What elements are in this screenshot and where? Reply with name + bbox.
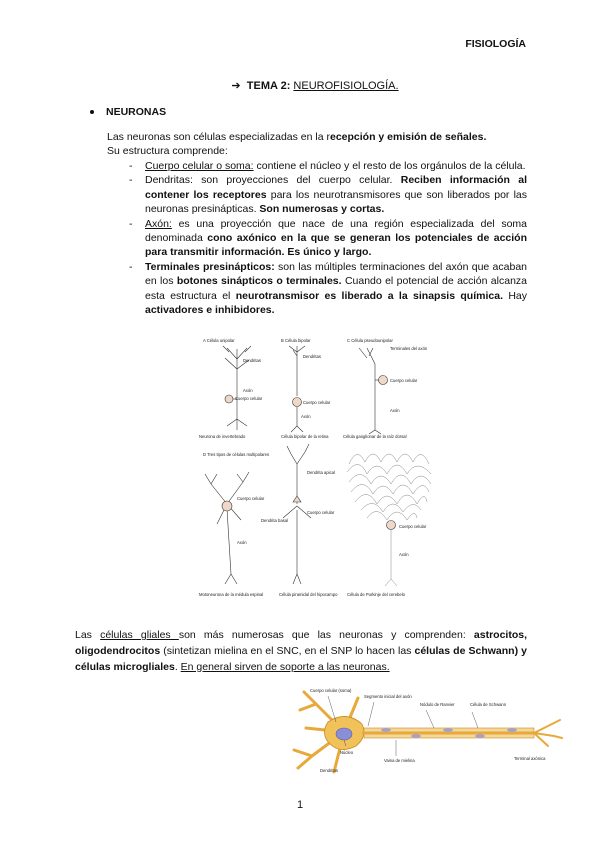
fig-caption-a: Neurona de invertebrado	[199, 434, 246, 439]
fig-label-axon-a: Axón	[243, 388, 253, 393]
section-heading	[90, 106, 166, 118]
fig-caption-c: Célula ganglionar de la raíz dorsal	[343, 434, 407, 439]
intro-paragraph	[107, 130, 527, 159]
page-title	[0, 79, 600, 92]
item-bold: botones sinápticos o terminales.	[176, 275, 342, 288]
item-text: son las múltiples terminaciones del axón que acaban en los	[145, 260, 527, 288]
fig-label-axon-c: Axón	[390, 408, 400, 413]
page-number: 1	[296, 799, 304, 811]
item-text: contiene el núcleo y el resto de los orgánulos de la célula.	[253, 160, 526, 172]
item-bold: cono axónico en la que se generan los potenciales de acción para transmitir información. Es único y largo.	[145, 232, 527, 259]
list-dash: -	[129, 174, 133, 187]
fig-caption-d2: Célula piramidal del hipocampo	[279, 592, 338, 597]
glial-text: Las	[75, 629, 101, 641]
neuron-types-illustration	[197, 334, 438, 608]
glial-text: .	[174, 660, 181, 673]
myelinated-neuron-figure	[276, 684, 565, 781]
fig-label-dendritas-b: Dendritas	[303, 354, 321, 359]
list-dash: -	[129, 260, 133, 273]
fig2-label-nucleo: Núcleo	[340, 750, 354, 755]
item-text: es una proyección que nace de una región especializada del soma denominada	[145, 217, 527, 245]
fig-label-a: A Célula unipolar	[203, 338, 235, 343]
fig-label-cuerpo-b: Cuerpo celular	[303, 400, 331, 405]
item-bold: neurotransmisor es liberado a la sinapsis química.	[235, 289, 503, 302]
fig-label-dendrita-basal: Dendrita basal	[261, 518, 289, 523]
fig2-label-mielina: Vaina de mielina	[384, 758, 415, 763]
list-item-terminales	[107, 260, 527, 318]
fig-label-dendritas-a: Dendritas	[243, 358, 261, 363]
item-bold: Reciben información al contener los receptores	[145, 174, 527, 201]
glial-bold: células de Schwann) y células microgliales	[75, 644, 527, 673]
list-dash: -	[129, 160, 133, 172]
item-text: Hay	[502, 289, 528, 302]
item-text: Dendritas: son proyecciones del cuerpo celular.	[145, 174, 401, 187]
fig-label-terminal-c: Terminales del axón	[390, 346, 428, 351]
section-heading-text: NEURONAS	[106, 106, 167, 118]
fig2-label-dendritas: Dendritas	[320, 768, 338, 773]
fig-label-axon-d3: Axón	[399, 552, 409, 557]
glial-text: (sintetizan mielina en el SNC, en el SNP lo hacen las	[160, 644, 415, 657]
intro-text: Las neuronas son células especializadas en la r	[107, 131, 330, 143]
title-prefix: TEMA 2:	[246, 80, 291, 92]
intro-line2: Su estructura comprende:	[107, 145, 228, 158]
fig-label-axon-b: Axón	[301, 414, 311, 419]
glial-paragraph	[75, 628, 527, 675]
fig-label-b: B Célula bipolar	[281, 338, 311, 343]
header-subject: FISIOLOGÍA	[465, 38, 526, 50]
myelinated-neuron-illustration	[276, 684, 565, 781]
item-bold: activadores e inhibidores.	[145, 304, 275, 317]
item-text: para los neurotransmisores que son liberados por las neuronas presinápticas.	[145, 188, 527, 216]
fig-label-cuerpo-d3: Cuerpo celular	[399, 524, 427, 529]
item-bold: Terminales presinápticos:	[145, 260, 275, 273]
fig2-label-soma: Cuerpo celular (soma)	[310, 688, 352, 693]
glial-text: son más numerosas que las neuronas y comprenden:	[178, 629, 474, 641]
fig2-label-segmento: Segmento inicial del axón	[364, 694, 412, 699]
list-item-soma	[107, 159, 527, 173]
fig-label-d: D Tres tipos de células multipolares	[203, 452, 270, 457]
list-dash: -	[129, 217, 133, 230]
fig-label-cuerpo-c: Cuerpo celular	[390, 378, 418, 383]
intro-bold: ecepción y emisión de señales.	[329, 131, 487, 143]
fig-caption-d3: Célula de Purkinje del cerebelo	[347, 592, 405, 597]
fig2-label-schwann: Célula de Schwann	[470, 702, 507, 707]
fig-label-c: C Célula pseudounipolar	[347, 338, 393, 343]
fig2-label-ranvier: Nódulo de Ranvier	[420, 702, 455, 707]
fig-label-cuerpo-a: Cuerpo celular	[235, 396, 263, 401]
list-item-axon	[107, 217, 527, 260]
item-bold: Son numerosas y cortas.	[259, 203, 385, 216]
fig2-label-terminal: Terminal axónica	[514, 756, 546, 761]
neuron-types-figure	[197, 334, 438, 608]
list-item-dendritas	[107, 173, 527, 216]
fig-label-cuerpo-d1: Cuerpo celular	[237, 496, 265, 501]
fig-label-axon-d1: Axón	[237, 540, 247, 545]
term-soma: Cuerpo celular o soma:	[145, 160, 254, 172]
fig-label-cuerpo-d2: Cuerpo celular	[307, 510, 335, 515]
glial-bold: astrocitos, oligodendrocitos	[75, 629, 527, 657]
bullet-icon	[90, 110, 94, 114]
glial-underline: células gliales	[100, 629, 179, 641]
item-text: Cuando el potencial de acción alcanza esta estructura el	[145, 275, 527, 302]
fig-label-dendrita-apical: Dendrita apical	[307, 470, 335, 475]
arrow-icon: ➔	[231, 80, 241, 92]
structure-list	[107, 159, 527, 317]
glial-underline: En general sirven de soporte a las neuronas.	[180, 660, 390, 673]
fig-caption-d1: Motoneurona de la médula espinal	[199, 592, 264, 597]
term-axon: Axón:	[145, 217, 172, 230]
fig-caption-b: Célula bipolar de la retina	[281, 434, 329, 439]
title-name: NEUROFISIOLOGÍA.	[293, 80, 399, 92]
